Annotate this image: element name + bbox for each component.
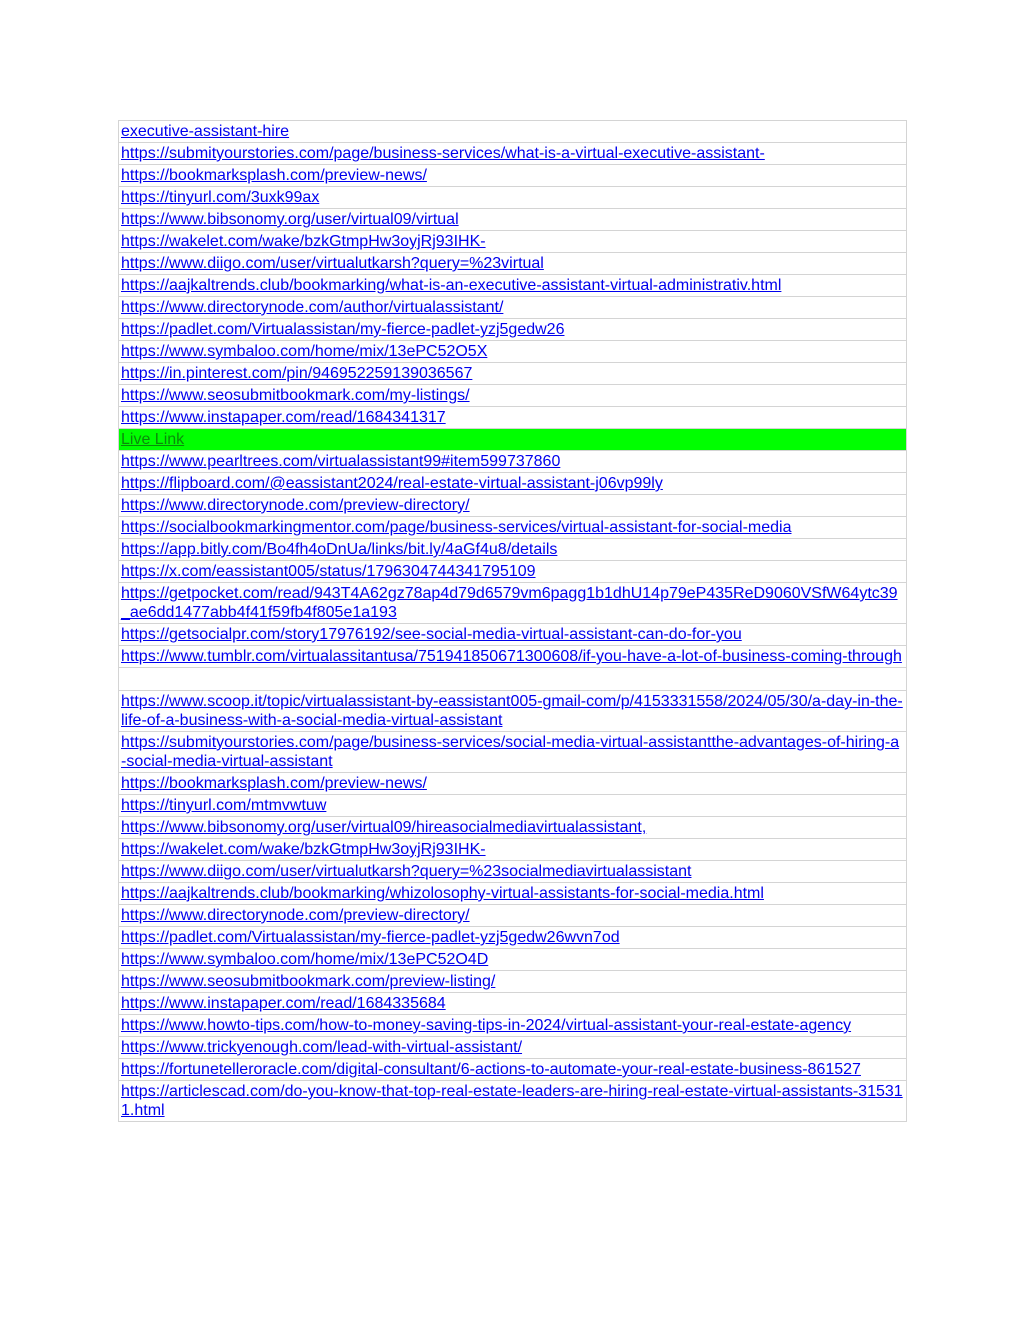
url-link[interactable]: https://www.symbaloo.com/home/mix/13ePC52O5X [121,343,488,360]
table-row [119,187,907,209]
table-cell [119,1015,907,1037]
url-link[interactable]: https://wakelet.com/wake/bzkGtmpHw3oyjRj93IHK- [121,233,486,250]
table-cell [119,407,907,429]
url-link[interactable]: https://www.directorynode.com/preview-directory/ [121,497,470,514]
table-row [119,883,907,905]
table-cell [119,121,907,143]
url-link[interactable]: https://tinyurl.com/3uxk99ax [121,189,320,206]
table-cell [119,561,907,583]
table-cell [119,297,907,319]
table-row [119,861,907,883]
table-row [119,839,907,861]
table-cell [119,165,907,187]
url-link[interactable]: https://getsocialpr.com/story17976192/see-social-media-virtual-assistant-can-do-for-you [121,626,742,643]
url-link[interactable]: https://www.pearltrees.com/virtualassistant99#item599737860 [121,453,561,470]
table-cell [119,905,907,927]
url-link[interactable]: https://x.com/eassistant005/status/1796304744341795109 [121,563,536,580]
url-link[interactable]: https://app.bitly.com/Bo4fh4oDnUa/links/bit.ly/4aGf4u8/details [121,541,558,558]
table-row [119,1081,907,1122]
table-cell [119,209,907,231]
url-link[interactable]: https://tinyurl.com/mtmvwtuw [121,797,327,814]
url-link[interactable]: https://www.diigo.com/user/virtualutkarsh?query=%23virtual [121,255,544,272]
url-link[interactable]: https://fortunetelleroracle.com/digital-consultant/6-actions-to-automate-your-real-estate-business-861527 [121,1061,861,1078]
table-cell [119,691,907,732]
table-cell [119,668,907,691]
url-link[interactable]: https://www.tumblr.com/virtualassitantusa/751941850671300608/if-you-have-a-lot-of-business-coming-through [121,648,902,665]
table-row [119,817,907,839]
table-cell [119,275,907,297]
url-link[interactable]: https://www.directorynode.com/preview-directory/ [121,907,470,924]
table-row [119,275,907,297]
url-link[interactable]: https://www.diigo.com/user/virtualutkarsh?query=%23socialmediavirtualassistant [121,863,692,880]
table-row [119,385,907,407]
table-cell [119,624,907,646]
table-cell [119,817,907,839]
table-cell [119,971,907,993]
table-cell [119,732,907,773]
url-link[interactable]: https://www.bibsonomy.org/user/virtual09/virtual [121,211,459,228]
url-link[interactable]: https://www.trickyenough.com/lead-with-virtual-assistant/ [121,1039,523,1056]
table-cell [119,927,907,949]
table-cell [119,993,907,1015]
table-cell [119,1081,907,1122]
table-row [119,121,907,143]
table-cell [119,583,907,624]
table-row [119,732,907,773]
table-row [119,624,907,646]
table-cell [119,795,907,817]
table-row [119,495,907,517]
table-row [119,795,907,817]
table-row [119,209,907,231]
table-row [119,1015,907,1037]
table-cell [119,1059,907,1081]
table-row [119,773,907,795]
url-link[interactable]: https://bookmarksplash.com/preview-news/ [121,167,427,184]
table-row [119,363,907,385]
table-row [119,517,907,539]
table-row [119,993,907,1015]
table-row [119,646,907,668]
table-row [119,253,907,275]
url-link[interactable]: https://articlescad.com/do-you-know-that-top-real-estate-leaders-are-hiring-real-estate-virtual-assistants-315311.html [121,1083,903,1119]
table-cell [119,1037,907,1059]
table-cell [119,495,907,517]
url-link[interactable]: https://socialbookmarkingmentor.com/page/business-services/virtual-assistant-for-social-media [121,519,792,536]
url-link[interactable]: https://www.instapaper.com/read/1684341317 [121,409,446,426]
table-row [119,341,907,363]
table-cell [119,839,907,861]
empty-row [119,668,907,691]
highlighted-row [119,429,907,451]
table-row [119,407,907,429]
table-row [119,231,907,253]
link-table-body [119,121,907,1122]
table-row [119,165,907,187]
table-row [119,451,907,473]
table-cell [119,319,907,341]
url-link[interactable]: https://www.seosubmitbookmark.com/my-listings/ [121,387,470,404]
url-link[interactable]: https://www.bibsonomy.org/user/virtual09/hireasocialmediavirtualassistant, [121,819,647,836]
table-cell [119,253,907,275]
url-link[interactable]: https://in.pinterest.com/pin/946952259139036567 [121,365,473,382]
table-cell [119,143,907,165]
live-link-label[interactable]: Live Link [121,431,185,448]
table-row [119,297,907,319]
url-link[interactable]: https://www.scoop.it/topic/virtualassistant-by-eassistant005-gmail-com/p/4153331558/2024/05/30/a-day-in-the-life-of-a-business-with-a-social-media-virtual-assistant [121,693,903,729]
table-cell [119,861,907,883]
table-row [119,319,907,341]
table-row [119,905,907,927]
table-cell [119,883,907,905]
table-cell [119,773,907,795]
url-link[interactable]: https://www.directorynode.com/author/virtualassistant/ [121,299,504,316]
table-row [119,1059,907,1081]
url-link[interactable]: https://aajkaltrends.club/bookmarking/whizolosophy-virtual-assistants-for-social-media.html [121,885,764,902]
url-link[interactable]: https://submityourstories.com/page/business-services/what-is-a-virtual-executive-assistant- [121,145,765,162]
table-cell [119,517,907,539]
url-link[interactable]: https://padlet.com/Virtualassistan/my-fierce-padlet-yzj5gedw26wvn7od [121,929,620,946]
table-row [119,971,907,993]
table-row [119,561,907,583]
table-cell [119,231,907,253]
table-cell [119,385,907,407]
table-row [119,143,907,165]
table-row [119,539,907,561]
url-link[interactable]: https://submityourstories.com/page/business-services/social-media-virtual-assistantthe-advantages-of-hiring-a-social-media-virtual-assistant [121,734,900,770]
url-link[interactable]: https://aajkaltrends.club/bookmarking/what-is-an-executive-assistant-virtual-administrativ.html [121,277,782,294]
table-cell [119,341,907,363]
table-row [119,949,907,971]
url-link[interactable]: https://bookmarksplash.com/preview-news/ [121,775,427,792]
table-row [119,691,907,732]
table-cell [119,539,907,561]
url-link[interactable]: https://getpocket.com/read/943T4A62gz78ap4d79d6579vm6pagg1b1dhU14p79eP435ReD9060VSfW64ytc39_ae6dd1477abb4f41f59fb4f805e1a193 [121,585,898,621]
table-cell [119,363,907,385]
url-link[interactable]: executive-assistant-hire [121,123,290,140]
link-table [118,120,907,1122]
url-link[interactable]: https://www.howto-tips.com/how-to-money-saving-tips-in-2024/virtual-assistant-your-real-estate-agency [121,1017,852,1034]
url-link[interactable]: https://flipboard.com/@eassistant2024/real-estate-virtual-assistant-j06vp99ly [121,475,663,492]
table-row [119,927,907,949]
table-row [119,1037,907,1059]
table-cell [119,473,907,495]
table-cell [119,646,907,668]
url-link[interactable]: https://padlet.com/Virtualassistan/my-fierce-padlet-yzj5gedw26 [121,321,565,338]
url-link[interactable]: https://www.instapaper.com/read/1684335684 [121,995,446,1012]
table-row [119,583,907,624]
table-cell [119,429,907,451]
table-cell [119,451,907,473]
table-row [119,473,907,495]
url-link[interactable]: https://www.seosubmitbookmark.com/preview-listing/ [121,973,496,990]
url-link[interactable]: https://www.symbaloo.com/home/mix/13ePC52O4D [121,951,489,968]
url-link[interactable]: https://wakelet.com/wake/bzkGtmpHw3oyjRj93IHK- [121,841,486,858]
table-cell [119,187,907,209]
table-cell [119,949,907,971]
